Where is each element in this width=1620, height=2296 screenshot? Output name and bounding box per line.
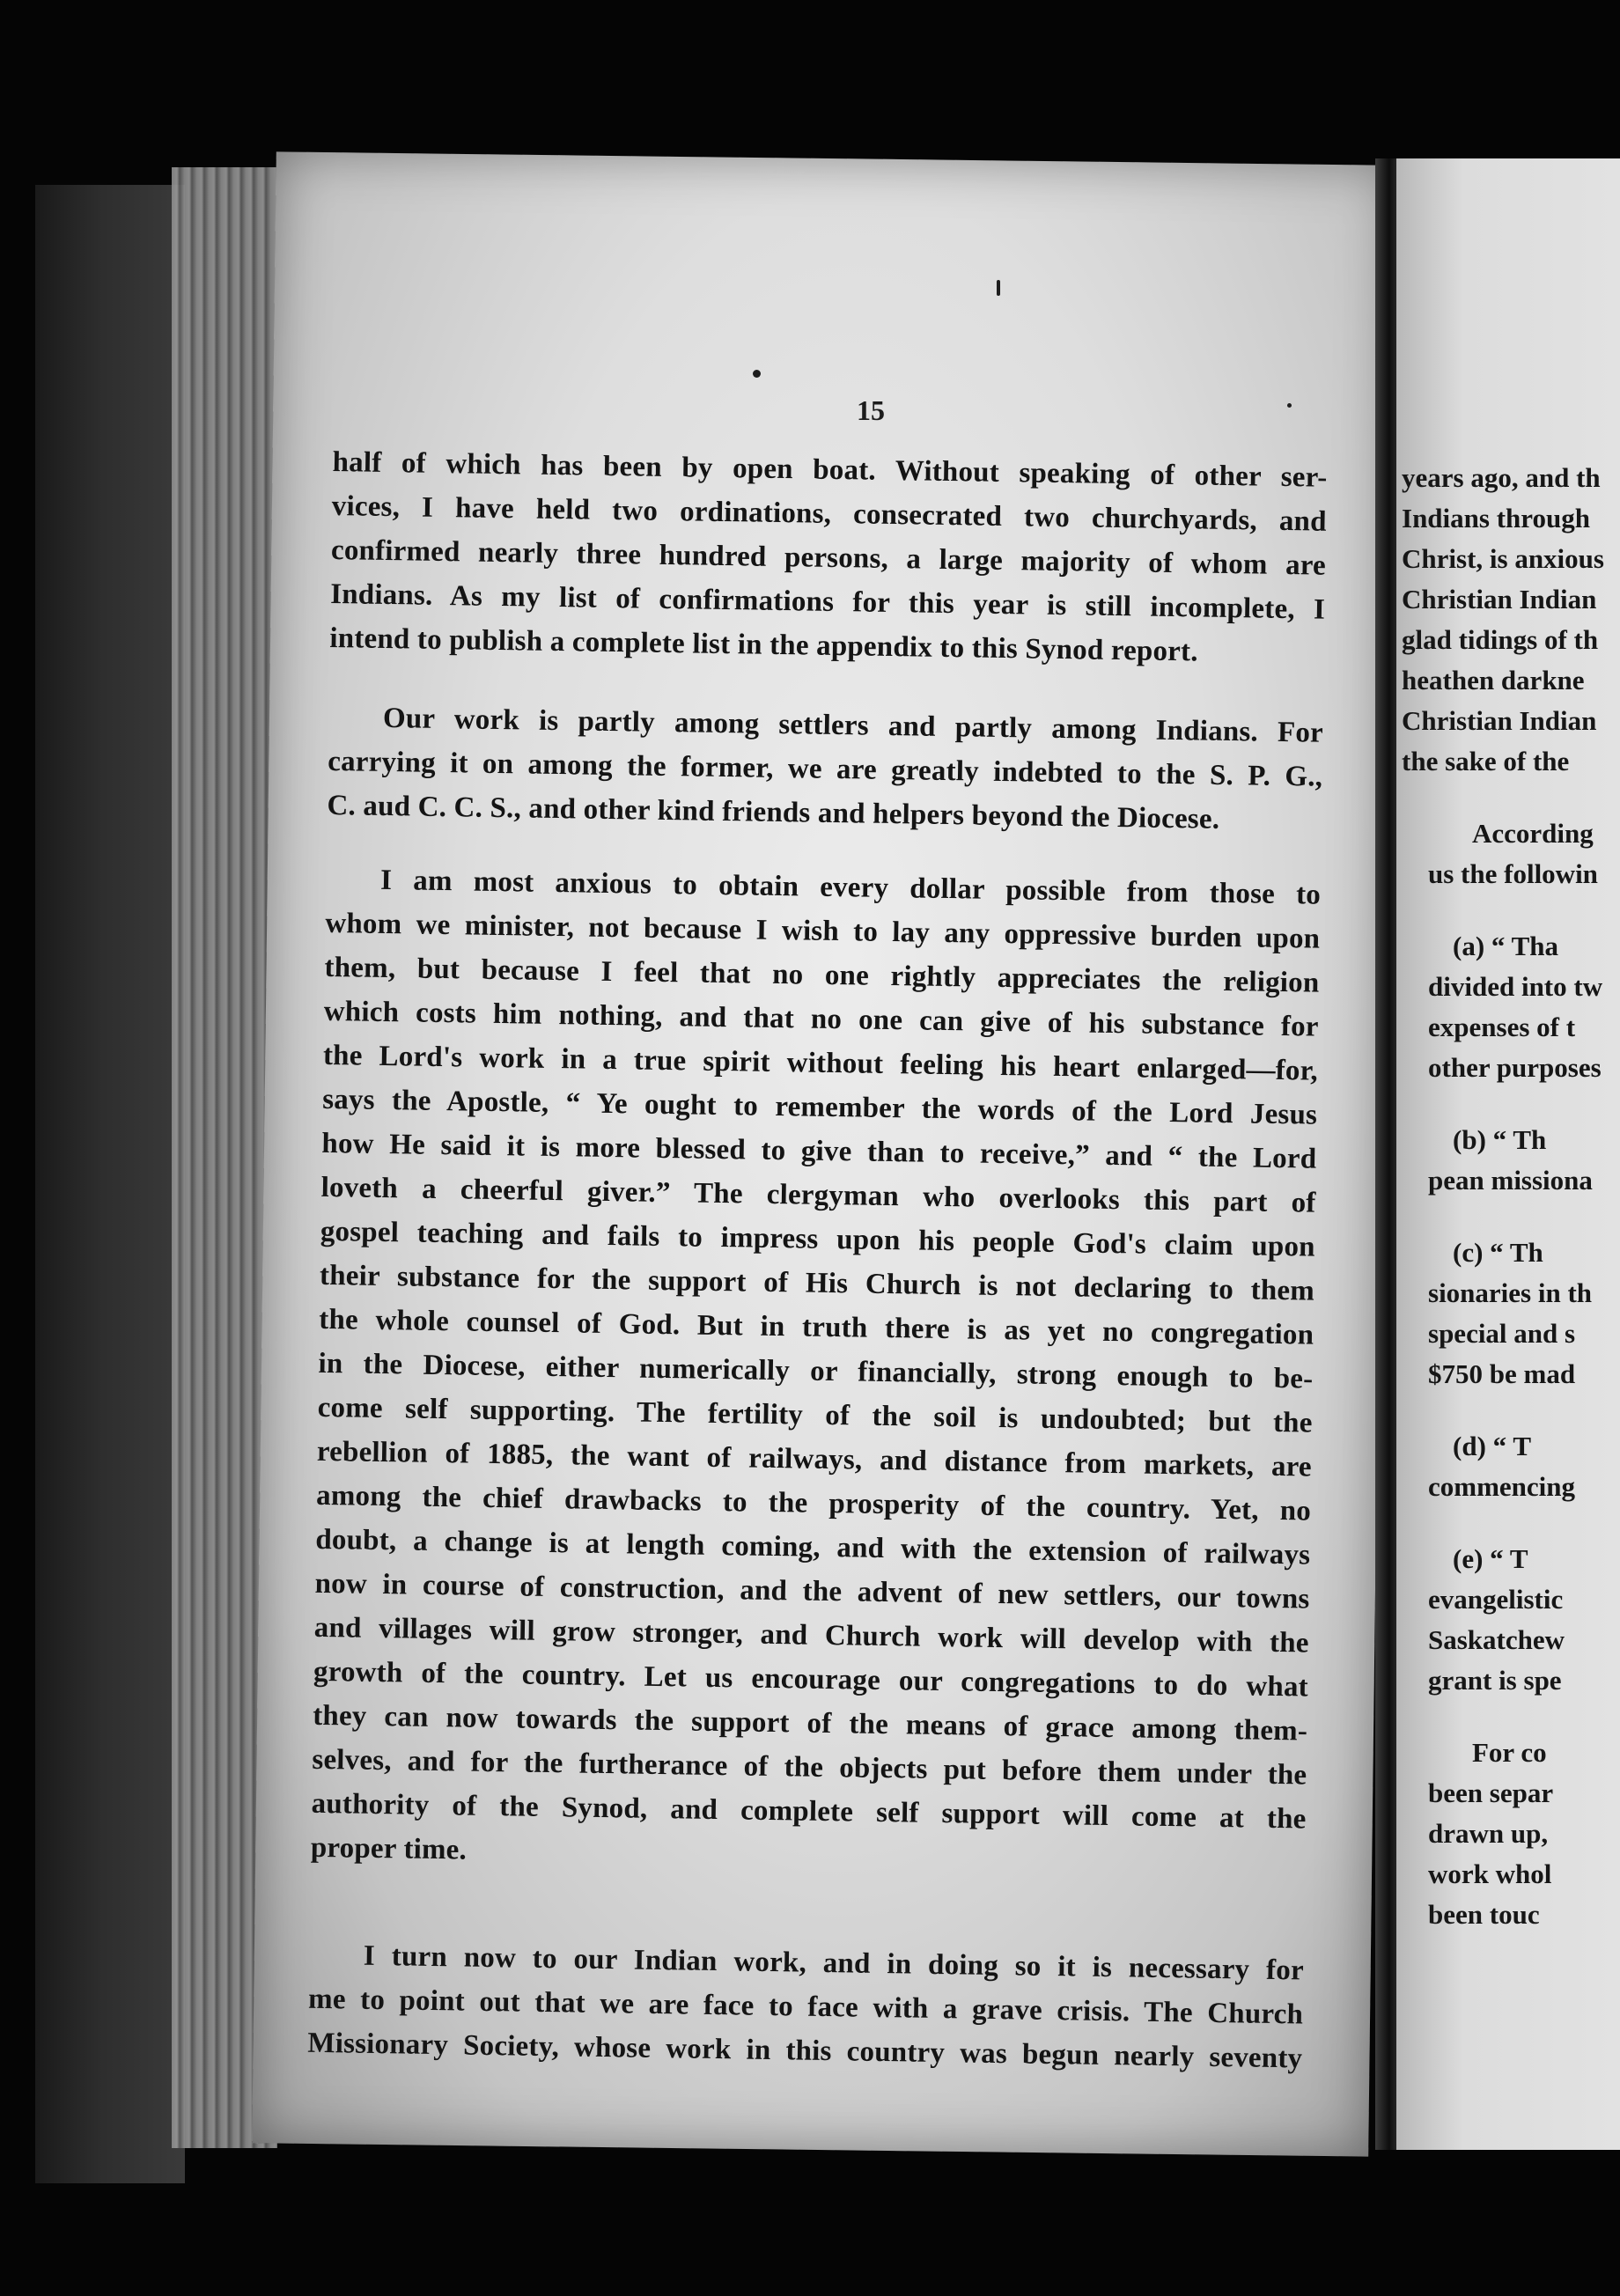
- book-binding-shadow: [35, 185, 185, 2183]
- text-line: whom we minister, not because I wish to lay any oppressive burden upon: [325, 907, 1321, 955]
- text-line: intend to publish a complete list in the appendix to this Synod report.: [329, 622, 1198, 668]
- adjacent-line: work whol: [1428, 1858, 1552, 1889]
- page-number: 15: [857, 394, 885, 426]
- paragraph-2: [327, 695, 1323, 843]
- text-line: vices, I have held two ordinations, consecrated two churchyards, and: [331, 489, 1327, 538]
- paragraph-3: [310, 857, 1321, 1886]
- adjacent-line: heathen darkne: [1402, 665, 1585, 695]
- adjacent-line: the sake of the: [1402, 746, 1570, 776]
- adjacent-line: Indians through: [1402, 503, 1590, 534]
- adjacent-line: Christian Indian: [1402, 584, 1597, 614]
- text-line: doubt, a change is at length coming, and with the extension of railways: [315, 1523, 1311, 1571]
- adjacent-line: $750 be mad: [1428, 1358, 1576, 1389]
- adjacent-page-text: [1402, 458, 1620, 1935]
- adjacent-line: Saskatchew: [1428, 1624, 1565, 1655]
- text-line: in the Diocese, either numerically or financially, strong enough to be-: [318, 1347, 1314, 1395]
- text-line: authority of the Synod, and complete self support will come at the: [311, 1787, 1307, 1836]
- text-line: among the chief drawbacks to the prosperity of the country. Yet, no: [315, 1479, 1312, 1527]
- adjacent-line: other purposes: [1428, 1052, 1602, 1083]
- adjacent-line: special and s: [1428, 1318, 1576, 1349]
- text-line: me to point out that we are face to face with a grave crisis. The Church: [307, 1983, 1304, 2031]
- text-line: selves, and for the furtherance of the objects put before them under the: [312, 1743, 1307, 1792]
- text-line: confirmed nearly three hundred persons, a large majority of whom are: [330, 534, 1327, 582]
- text-line: says the Apostle, “ Ye ought to remember the words of the Lord Jesus: [321, 1083, 1318, 1131]
- adjacent-line: evangelistic: [1428, 1584, 1564, 1615]
- text-line: carrying it on among the former, we are greatly indebted to the S. P. G.,: [327, 745, 1323, 793]
- adjacent-line: For co: [1472, 1737, 1547, 1768]
- text-line: them, but because I feel that no one rightly appreciates the religion: [324, 951, 1320, 999]
- adjacent-line: According: [1472, 818, 1594, 849]
- text-line: their substance for the support of His Church is not declaring to them: [319, 1259, 1315, 1307]
- text-line: Our work is partly among settlers and partly among Indians. For: [382, 702, 1324, 749]
- text-line: half of which has been by open boat. Without speaking of other ser-: [332, 445, 1328, 494]
- text-line: Missionary Society, whose work in this country was begun nearly seventy: [307, 2027, 1303, 2075]
- adjacent-line: glad tidings of th: [1402, 624, 1599, 655]
- page-body: [307, 440, 1328, 2081]
- ink-speck: [753, 370, 761, 378]
- text-line: proper time.: [310, 1831, 468, 1866]
- paragraph-1: [329, 440, 1328, 676]
- ink-speck: [1287, 403, 1292, 408]
- adjacent-line: (a) “ Tha: [1453, 931, 1559, 961]
- adjacent-line: (b) “ Th: [1453, 1124, 1547, 1155]
- text-line: the Lord's work in a true spirit without feeling his heart enlarged—for,: [322, 1039, 1319, 1087]
- adjacent-line: been touc: [1428, 1899, 1540, 1930]
- ink-speck: [997, 280, 1000, 296]
- adjacent-line: divided into tw: [1428, 971, 1603, 1002]
- text-line: now in course of construction, and the advent of new settlers, our towns: [314, 1567, 1310, 1615]
- adjacent-line: Christ, is anxious: [1402, 543, 1604, 574]
- text-line: they can now towards the support of the means of grace among them-: [312, 1699, 1308, 1748]
- adjacent-line: (d) “ T: [1453, 1431, 1532, 1461]
- adjacent-line: years ago, and th: [1402, 462, 1601, 493]
- text-line: rebellion of 1885, the want of railways, and distance from markets, are: [316, 1435, 1313, 1483]
- adjacent-line: drawn up,: [1428, 1818, 1549, 1849]
- adjacent-line: commencing: [1428, 1471, 1576, 1502]
- text-line: growth of the country. Let us encourage our congregations to do what: [313, 1655, 1309, 1704]
- text-line: loveth a cheerful giver.” The clergyman who overlooks this part of: [320, 1171, 1316, 1219]
- text-line: Indians. As my list of confirmations for this year is still incomplete, I: [329, 578, 1326, 626]
- text-line: gospel teaching and fails to impress upon his people God's claim upon: [320, 1215, 1316, 1263]
- adjacent-line: Christian Indian: [1402, 705, 1597, 736]
- text-line: and villages will grow stronger, and Church work will develop with the: [313, 1611, 1309, 1659]
- adjacent-line: been separ: [1428, 1777, 1554, 1808]
- text-line: I am most anxious to obtain every dollar possible from those to: [379, 864, 1322, 911]
- book-gutter: [1375, 158, 1398, 2150]
- text-line: I turn now to our Indian work, and in doing so it is necessary for: [363, 1939, 1305, 1987]
- text-line: come self supporting. The fertility of the soil is undoubted; but the: [317, 1391, 1313, 1439]
- adjacent-line: sionaries in th: [1428, 1277, 1593, 1308]
- paragraph-4: [307, 1933, 1304, 2081]
- adjacent-line: expenses of t: [1428, 1012, 1576, 1042]
- adjacent-line: (c) “ Th: [1453, 1237, 1543, 1268]
- text-line: the whole counsel of God. But in truth there is as yet no congregation: [319, 1303, 1314, 1351]
- adjacent-line: (e) “ T: [1453, 1543, 1528, 1574]
- adjacent-line: grant is spe: [1428, 1665, 1562, 1696]
- adjacent-line: pean missiona: [1428, 1165, 1593, 1196]
- text-line: which costs him nothing, and that no one can give of his substance for: [323, 995, 1319, 1043]
- text-line: how He said it is more blessed to give than to receive,” and “ the Lord: [321, 1127, 1317, 1175]
- adjacent-line: us the followin: [1428, 858, 1598, 889]
- text-line: C. aud C. C. S., and other kind friends and helpers beyond the Diocese.: [327, 789, 1220, 835]
